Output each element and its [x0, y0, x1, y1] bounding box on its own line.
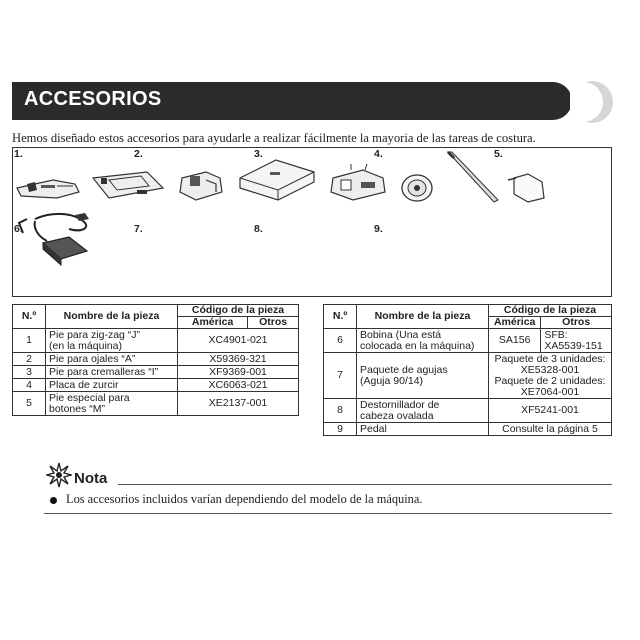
- table-row: [324, 423, 612, 436]
- table-row: [13, 379, 299, 392]
- row-name: Destornillador de cabeza ovalada: [357, 399, 489, 423]
- header-crescent-decoration: [570, 80, 614, 124]
- accessory-number: 4.: [374, 148, 383, 160]
- row-code: XE2137-001: [178, 392, 299, 416]
- row-code-otros: SFB: XA5539-151: [541, 329, 612, 353]
- row-name: Pie para ojales “A”: [46, 353, 178, 366]
- row-code: Paquete de 3 unidades: XE5328-001 Paquete de 2 unidades: XE7064-001: [489, 353, 612, 399]
- header-code: Código de la pieza: [178, 305, 299, 317]
- header-otros: Otros: [541, 317, 612, 329]
- bobbin-icon: [397, 172, 437, 204]
- row-name: Pie para cremalleras “I”: [46, 366, 178, 379]
- intro-text: Hemos diseñado estos accesorios para ayudarle a realizar fácilmente la mayoria de las tareas de costura.: [12, 131, 536, 145]
- row-code: X59369-321: [178, 353, 299, 366]
- row-code: XF9369-001: [178, 366, 299, 379]
- nota-divider: [118, 484, 612, 485]
- zipper-foot-icon: [172, 166, 232, 204]
- accessories-illustration-box: [12, 147, 612, 297]
- accessory-number: 7.: [134, 223, 143, 235]
- parts-table-right: [323, 304, 612, 436]
- accessory-number: 5.: [494, 148, 503, 160]
- table-row: [13, 353, 299, 366]
- header-num: N.º: [324, 305, 357, 329]
- table-row: [324, 353, 612, 399]
- nota-burst-icon: [46, 462, 72, 488]
- row-code: XC4901-021: [178, 329, 299, 353]
- accessory-number: 8.: [254, 223, 263, 235]
- zigzag-foot-icon: [13, 172, 83, 204]
- row-num: 9: [324, 423, 357, 436]
- bullet: [50, 497, 57, 504]
- nota-bottom-divider: [44, 513, 612, 514]
- accessory-number: 3.: [254, 148, 263, 160]
- header-num: N.º: [13, 305, 46, 329]
- row-num: 8: [324, 399, 357, 423]
- row-name: Pedal: [357, 423, 489, 436]
- header-america: América: [178, 317, 248, 329]
- screwdriver-icon: [506, 170, 556, 204]
- accessory-number: 6.: [14, 223, 23, 235]
- table-row: [324, 329, 612, 353]
- foot-pedal-icon: [13, 209, 103, 269]
- row-name: Paquete de agujas (Aguja 90/14): [357, 353, 489, 399]
- accessory-number: 2.: [134, 148, 143, 160]
- row-num: 7: [324, 353, 357, 399]
- needle-icon: [442, 148, 502, 204]
- row-name: Bobina (Una está colocada en la máquina): [357, 329, 489, 353]
- header-otros: Otros: [248, 317, 299, 329]
- row-name: Pie para zig-zag “J” (en la máquina): [46, 329, 178, 353]
- button-foot-icon: [323, 164, 393, 204]
- page-title: ACCESORIOS: [24, 88, 162, 110]
- row-num: 4: [13, 379, 46, 392]
- darning-plate-icon: [236, 156, 318, 204]
- row-code: Consulte la página 5: [489, 423, 612, 436]
- header-name: Nombre de la pieza: [357, 305, 489, 329]
- accessory-number: 9.: [374, 223, 383, 235]
- row-num: 6: [324, 329, 357, 353]
- row-code-america: SA156: [489, 329, 541, 353]
- row-num: 3: [13, 366, 46, 379]
- row-code: XF5241-001: [489, 399, 612, 423]
- row-num: 1: [13, 329, 46, 353]
- parts-table-left: [12, 304, 299, 416]
- row-num: 5: [13, 392, 46, 416]
- accessory-number: 1.: [14, 148, 23, 160]
- row-name: Placa de zurcir: [46, 379, 178, 392]
- table-row: [13, 329, 299, 353]
- table-row: [13, 366, 299, 379]
- buttonhole-foot-icon: [87, 168, 167, 204]
- header-code: Código de la pieza: [489, 305, 612, 317]
- table-row: [324, 399, 612, 423]
- table-row: [13, 392, 299, 416]
- row-code: XC6063-021: [178, 379, 299, 392]
- nota-text: Los accesorios incluidos varían dependiendo del modelo de la máquina.: [66, 492, 423, 506]
- header-america: América: [489, 317, 541, 329]
- header-name: Nombre de la pieza: [46, 305, 178, 329]
- row-name: Pie especial para botones “M”: [46, 392, 178, 416]
- nota-label: Nota: [74, 470, 108, 487]
- row-num: 2: [13, 353, 46, 366]
